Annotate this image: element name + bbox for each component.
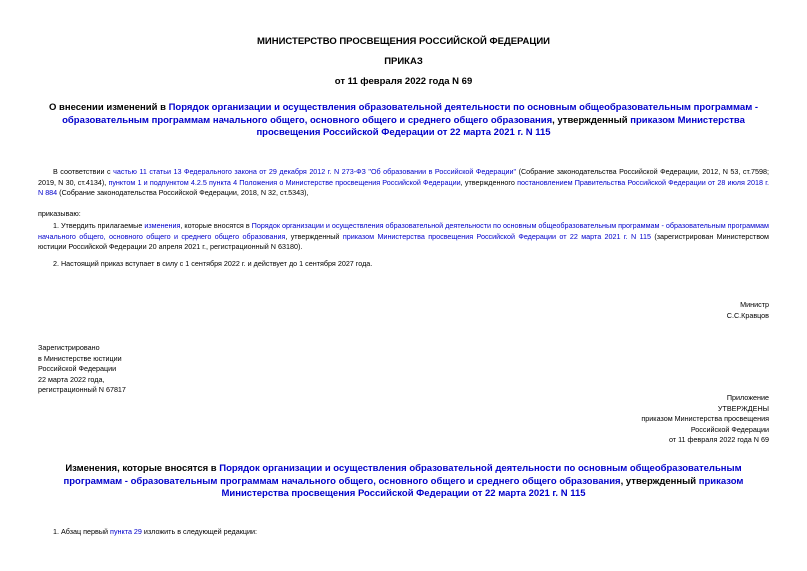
preamble-text-4: (Собрание законодательства Российской Федерации, 2018, N 32, ст.5343), <box>57 188 309 198</box>
item1-link-order-115[interactable]: приказом Министерства просвещения Российской Федерации от 22 марта 2021 г. N 115 <box>342 231 652 241</box>
appendix-line-3: приказом Министерства просвещения <box>641 414 769 424</box>
registration-line-4: 22 марта 2022 года, <box>38 374 105 384</box>
preamble-text-2: (Собрание законодательства Российской Федерации, 2012, N 53, ст.7598; 2019, N 30, ст.4134), <box>38 167 769 187</box>
changes-title-link-procedure[interactable]: Порядок организации и осуществления образовательной деятельности по основным общеобразовательным программам - образовательным программам начального общего, основного общего и среднего общего образования <box>63 463 742 487</box>
preamble-text-1: В соответствии с <box>53 167 114 176</box>
ministry-name: МИНИСТЕРСТВО ПРОСВЕЩЕНИЯ РОССИЙСКОЙ ФЕДЕРАЦИИ <box>256 36 551 47</box>
signature-block <box>727 300 769 321</box>
item1-link-procedure[interactable]: Порядок организации и осуществления образовательной деятельности по основным общеобразовательным программам - образовательным программам начального общего, основного общего и среднего общего образования <box>38 221 769 241</box>
item-2-paragraph: 2. Настоящий приказ вступает в силу с 1 сентября 2022 г. и действует до 1 сентября 2027 года. <box>53 259 373 268</box>
preamble-paragraph <box>38 167 769 199</box>
appendix-block <box>641 393 769 446</box>
item1-text-3: , утвержденный <box>285 231 343 241</box>
appendix-line-2: УТВЕРЖДЕНЫ <box>717 403 769 413</box>
title-text-1: О внесении изменений в <box>48 102 169 113</box>
changes-title-text-2: , утвержденный <box>620 475 699 487</box>
signature-name: С.С.Кравцов <box>726 310 769 320</box>
order-title <box>40 102 767 140</box>
changes-title-link-order-115[interactable]: приказом Министерства просвещения Российской Федерации от 22 марта 2021 г. N 115 <box>221 475 744 499</box>
appendix-line-4: Российской Федерации <box>690 424 769 434</box>
change1-link-point-29[interactable]: пункта 29 <box>110 527 142 536</box>
change1-text-1: 1. Абзац первый <box>53 527 111 536</box>
appendix-line-5: от 11 февраля 2022 года N 69 <box>668 435 769 445</box>
order-word: приказываю: <box>38 209 81 218</box>
doc-type: ПРИКАЗ <box>384 56 423 67</box>
signature-role: Министр <box>740 300 769 309</box>
title-link-order-115[interactable]: приказом Министерства просвещения Российской Федерации от 22 марта 2021 г. N 115 <box>256 114 745 138</box>
change-1-paragraph <box>38 527 769 538</box>
title-text-2: , утвержденный <box>552 114 631 126</box>
changes-title <box>40 463 767 501</box>
preamble-link-law[interactable]: частью 11 статьи 13 Федерального закона от 29 декабря 2012 г. N 273-ФЗ "Об образовании в Российской Федерации" <box>113 167 517 176</box>
registration-block <box>38 343 126 396</box>
doc-date-number: от 11 февраля 2022 года N 69 <box>334 76 473 87</box>
registration-line-1: Зарегистрировано <box>38 343 100 352</box>
registration-line-5: регистрационный N 67817 <box>38 385 126 395</box>
item1-text-4: (зарегистрирован Министерством юстиции Российской Федерации 20 апреля 2021 г., регистрационный N 63180). <box>38 231 769 252</box>
preamble-link-decree[interactable]: постановлением Правительства Российской Федерации от 28 июля 2018 г. N 884 <box>38 177 769 198</box>
title-link-procedure[interactable]: Порядок организации и осуществления образовательной деятельности по основным общеобразовательным программам - образовательным программам начального общего, основного общего и среднего общего образования <box>62 102 759 126</box>
item-1-paragraph <box>38 221 769 253</box>
registration-line-2: в Министерстве юстиции <box>38 353 122 363</box>
item1-link-changes[interactable]: изменения <box>144 221 181 230</box>
preamble-text-3: , утвержденного <box>460 177 518 187</box>
appendix-line-1: Приложение <box>726 393 769 402</box>
change1-text-2: изложить в следующей редакции: <box>141 527 257 536</box>
changes-title-text-1: Изменения, которые вносятся в <box>65 463 220 474</box>
preamble-link-regulation[interactable]: пунктом 1 и подпунктом 4.2.5 пункта 4 Положения о Министерстве просвещения Российской Федерации <box>108 177 461 187</box>
registration-line-3: Российской Федерации <box>38 364 117 374</box>
item1-text-1: 1. Утвердить прилагаемые <box>53 221 145 230</box>
item1-text-2: , которые вносятся в <box>180 221 252 230</box>
